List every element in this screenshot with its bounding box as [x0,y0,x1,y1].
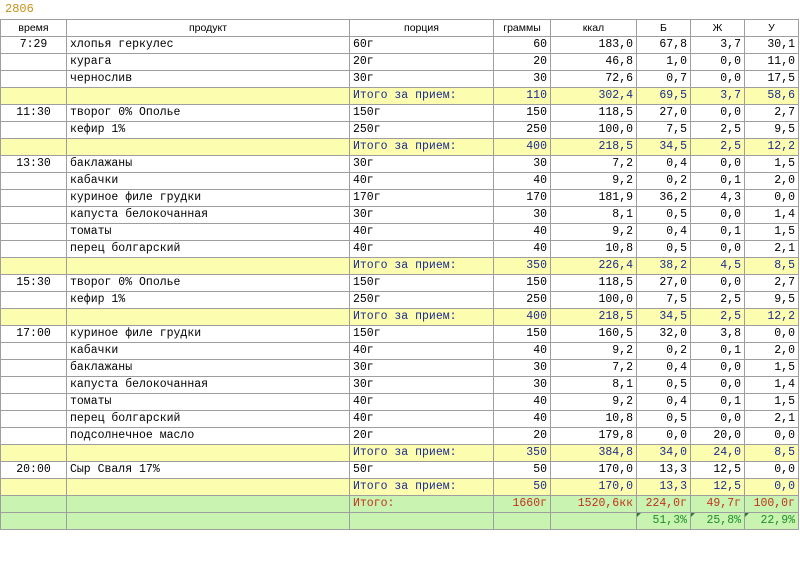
empty-cell[interactable] [67,513,350,530]
grams-cell[interactable]: 350 [494,445,551,462]
product-cell[interactable]: баклажаны [67,156,350,173]
kcal-cell[interactable]: 8,1 [551,377,637,394]
protein-cell[interactable]: 0,5 [637,207,691,224]
food-row [1,275,799,292]
grams-cell[interactable]: 250 [494,292,551,309]
kcal-cell[interactable]: 160,5 [551,326,637,343]
kcal-cell[interactable]: 118,5 [551,105,637,122]
time-cell[interactable] [1,241,67,258]
kcal-cell[interactable]: 384,8 [551,445,637,462]
grams-cell[interactable]: 40 [494,394,551,411]
protein-cell[interactable]: 27,0 [637,275,691,292]
protein-cell[interactable]: 7,5 [637,292,691,309]
food-row [1,71,799,88]
grams-cell[interactable]: 170 [494,190,551,207]
product-cell[interactable]: творог 0% Ополье [67,105,350,122]
empty-cell[interactable] [494,513,551,530]
carb-cell[interactable]: 2,1 [745,411,799,428]
protein-cell[interactable]: 0,4 [637,224,691,241]
product-cell[interactable]: Сыр Сваля 17% [67,462,350,479]
grams-cell[interactable]: 150 [494,275,551,292]
carb-cell[interactable]: 8,5 [745,445,799,462]
grams-cell[interactable]: 20 [494,428,551,445]
empty-cell[interactable] [67,445,350,462]
grams-cell[interactable]: 40 [494,224,551,241]
portion-cell[interactable]: 150г [350,275,494,292]
empty-cell[interactable] [67,258,350,275]
kcal-cell[interactable]: 72,6 [551,71,637,88]
fat-cell[interactable]: 3,8 [691,326,745,343]
fat-cell[interactable]: 12,5 [691,479,745,496]
kcal-cell[interactable]: 46,8 [551,54,637,71]
carb-percent-cell[interactable]: 22,9% [745,513,799,530]
fat-cell[interactable]: 2,5 [691,309,745,326]
kcal-cell[interactable]: 183,0 [551,37,637,54]
portion-cell[interactable]: 30г [350,377,494,394]
kcal-cell[interactable]: 9,2 [551,394,637,411]
column-header[interactable]: порция [350,20,494,37]
total-label[interactable]: Итого: [350,496,494,513]
grams-cell[interactable]: 400 [494,309,551,326]
product-cell[interactable]: капуста белокочанная [67,207,350,224]
protein-cell[interactable]: 67,8 [637,37,691,54]
carb-cell[interactable]: 30,1 [745,37,799,54]
fat-cell[interactable]: 0,0 [691,54,745,71]
fat-cell[interactable]: 0,0 [691,360,745,377]
kcal-cell[interactable]: 170,0 [551,462,637,479]
grams-cell[interactable]: 40 [494,173,551,190]
time-cell[interactable] [1,71,67,88]
portion-cell[interactable]: 40г [350,173,494,190]
subtotal-label[interactable]: Итого за прием: [350,479,494,496]
portion-cell[interactable]: 30г [350,71,494,88]
empty-cell[interactable] [551,513,637,530]
carb-cell[interactable]: 2,1 [745,241,799,258]
protein-cell[interactable]: 27,0 [637,105,691,122]
carb-cell[interactable]: 1,5 [745,360,799,377]
food-row [1,292,799,309]
portion-cell[interactable]: 40г [350,224,494,241]
empty-cell[interactable] [67,88,350,105]
empty-cell[interactable] [350,513,494,530]
time-cell[interactable] [1,54,67,71]
protein-cell[interactable]: 13,3 [637,479,691,496]
empty-cell[interactable] [67,496,350,513]
food-row [1,462,799,479]
fat-cell[interactable]: 0,0 [691,156,745,173]
empty-cell[interactable] [1,479,67,496]
protein-cell[interactable]: 13,3 [637,462,691,479]
grams-cell[interactable]: 40 [494,241,551,258]
product-cell[interactable]: хлопья геркулес [67,37,350,54]
product-cell[interactable]: творог 0% Ополье [67,275,350,292]
time-cell[interactable] [1,377,67,394]
kcal-cell[interactable]: 9,2 [551,224,637,241]
product-cell[interactable]: кефир 1% [67,122,350,139]
empty-cell[interactable] [1,88,67,105]
time-cell[interactable]: 13:30 [1,156,67,173]
kcal-cell[interactable]: 7,2 [551,156,637,173]
time-cell[interactable] [1,428,67,445]
time-cell[interactable] [1,190,67,207]
time-cell[interactable] [1,292,67,309]
protein-cell[interactable]: 224,0г [637,496,691,513]
time-cell[interactable]: 17:00 [1,326,67,343]
portion-cell[interactable]: 150г [350,326,494,343]
carb-cell[interactable]: 100,0г [745,496,799,513]
grams-cell[interactable]: 150 [494,105,551,122]
carb-cell[interactable]: 0,0 [745,428,799,445]
portion-cell[interactable]: 170г [350,190,494,207]
portion-cell[interactable]: 250г [350,292,494,309]
grams-cell[interactable]: 350 [494,258,551,275]
fat-cell[interactable]: 2,5 [691,292,745,309]
food-row [1,156,799,173]
kcal-cell[interactable]: 181,9 [551,190,637,207]
fat-cell[interactable]: 0,0 [691,377,745,394]
fat-percent-cell[interactable]: 25,8% [691,513,745,530]
kcal-cell[interactable]: 9,2 [551,343,637,360]
carb-cell[interactable]: 1,5 [745,156,799,173]
fat-cell[interactable]: 12,5 [691,462,745,479]
grams-cell[interactable]: 20 [494,54,551,71]
kcal-cell[interactable]: 118,5 [551,275,637,292]
grams-cell[interactable]: 60 [494,37,551,54]
kcal-cell[interactable]: 179,8 [551,428,637,445]
meal-subtotal-row [1,445,799,462]
column-header[interactable]: Ж [691,20,745,37]
time-cell[interactable] [1,122,67,139]
protein-cell[interactable]: 0,4 [637,156,691,173]
time-cell[interactable]: 20:00 [1,462,67,479]
food-row [1,428,799,445]
protein-cell[interactable]: 0,4 [637,394,691,411]
food-row [1,54,799,71]
carb-cell[interactable]: 0,0 [745,326,799,343]
portion-cell[interactable]: 50г [350,462,494,479]
carb-cell[interactable]: 58,6 [745,88,799,105]
kcal-cell[interactable]: 8,1 [551,207,637,224]
time-cell[interactable] [1,343,67,360]
product-cell[interactable]: кефир 1% [67,292,350,309]
fat-cell[interactable]: 0,0 [691,71,745,88]
grams-cell[interactable]: 1660г [494,496,551,513]
portion-cell[interactable]: 60г [350,37,494,54]
protein-cell[interactable]: 0,2 [637,173,691,190]
product-cell[interactable]: баклажаны [67,360,350,377]
fat-cell[interactable]: 2,5 [691,139,745,156]
food-row [1,360,799,377]
food-row [1,173,799,190]
grams-cell[interactable]: 30 [494,377,551,394]
time-cell[interactable]: 11:30 [1,105,67,122]
protein-cell[interactable]: 0,0 [637,428,691,445]
protein-cell[interactable]: 34,5 [637,139,691,156]
carb-cell[interactable]: 11,0 [745,54,799,71]
meal-subtotal-row [1,88,799,105]
empty-cell[interactable] [67,139,350,156]
fat-cell[interactable]: 2,5 [691,122,745,139]
product-cell[interactable]: кабачки [67,173,350,190]
protein-cell[interactable]: 36,2 [637,190,691,207]
time-cell[interactable]: 15:30 [1,275,67,292]
protein-cell[interactable]: 0,5 [637,241,691,258]
carb-cell[interactable]: 2,7 [745,275,799,292]
fat-cell[interactable]: 0,0 [691,275,745,292]
carb-cell[interactable]: 0,0 [745,462,799,479]
protein-cell[interactable]: 7,5 [637,122,691,139]
fat-cell[interactable]: 20,0 [691,428,745,445]
carb-cell[interactable]: 12,2 [745,309,799,326]
kcal-cell[interactable]: 100,0 [551,122,637,139]
food-row [1,394,799,411]
carb-cell[interactable]: 8,5 [745,258,799,275]
fat-cell[interactable]: 3,7 [691,88,745,105]
protein-cell[interactable]: 0,4 [637,360,691,377]
protein-cell[interactable]: 0,5 [637,411,691,428]
portion-cell[interactable]: 20г [350,54,494,71]
food-row [1,343,799,360]
title-row [0,0,800,18]
grams-cell[interactable]: 30 [494,207,551,224]
fat-cell[interactable]: 0,0 [691,207,745,224]
protein-cell[interactable]: 1,0 [637,54,691,71]
macro-percent-row [1,513,799,530]
fat-cell[interactable]: 49,7г [691,496,745,513]
fat-cell[interactable]: 0,0 [691,105,745,122]
product-cell[interactable]: томаты [67,394,350,411]
food-row [1,37,799,54]
empty-cell[interactable] [1,445,67,462]
fat-cell[interactable]: 0,1 [691,173,745,190]
product-cell[interactable]: перец болгарский [67,411,350,428]
fat-cell[interactable]: 24,0 [691,445,745,462]
protein-cell[interactable]: 0,5 [637,377,691,394]
grams-cell[interactable]: 400 [494,139,551,156]
meal-subtotal-row [1,309,799,326]
kcal-cell[interactable]: 1520,6кк [551,496,637,513]
product-cell[interactable]: куриное филе грудки [67,190,350,207]
product-cell[interactable]: томаты [67,224,350,241]
food-row [1,241,799,258]
grams-cell[interactable]: 50 [494,462,551,479]
carb-cell[interactable]: 1,5 [745,224,799,241]
fat-cell[interactable]: 0,1 [691,224,745,241]
protein-cell[interactable]: 32,0 [637,326,691,343]
meal-subtotal-row [1,479,799,496]
kcal-cell[interactable]: 10,8 [551,241,637,258]
product-cell[interactable]: курага [67,54,350,71]
fat-cell[interactable]: 3,7 [691,37,745,54]
product-cell[interactable]: капуста белокочанная [67,377,350,394]
product-cell[interactable]: чернослив [67,71,350,88]
time-cell[interactable] [1,360,67,377]
column-header[interactable]: ккал [551,20,637,37]
column-header[interactable]: продукт [67,20,350,37]
empty-cell[interactable] [1,496,67,513]
product-cell[interactable]: куриное филе грудки [67,326,350,343]
carb-cell[interactable]: 2,0 [745,173,799,190]
portion-cell[interactable]: 40г [350,411,494,428]
kcal-cell[interactable]: 302,4 [551,88,637,105]
protein-cell[interactable]: 34,0 [637,445,691,462]
portion-cell[interactable]: 40г [350,394,494,411]
carb-cell[interactable]: 2,7 [745,105,799,122]
fat-cell[interactable]: 0,1 [691,343,745,360]
carb-cell[interactable]: 12,2 [745,139,799,156]
column-header[interactable]: У [745,20,799,37]
fat-cell[interactable]: 0,0 [691,411,745,428]
portion-cell[interactable]: 40г [350,241,494,258]
time-cell[interactable] [1,394,67,411]
kcal-cell[interactable]: 218,5 [551,309,637,326]
protein-cell[interactable]: 69,5 [637,88,691,105]
time-cell[interactable] [1,411,67,428]
kcal-cell[interactable]: 218,5 [551,139,637,156]
food-row [1,326,799,343]
carb-cell[interactable]: 0,0 [745,479,799,496]
grams-cell[interactable]: 110 [494,88,551,105]
protein-cell[interactable]: 0,2 [637,343,691,360]
empty-cell[interactable] [67,479,350,496]
carb-cell[interactable]: 2,0 [745,343,799,360]
product-cell[interactable]: подсолнечное масло [67,428,350,445]
meal-subtotal-row [1,139,799,156]
empty-cell[interactable] [67,309,350,326]
portion-cell[interactable]: 30г [350,156,494,173]
kcal-cell[interactable]: 226,4 [551,258,637,275]
column-header[interactable]: граммы [494,20,551,37]
protein-cell[interactable]: 34,5 [637,309,691,326]
grams-cell[interactable]: 50 [494,479,551,496]
subtotal-label[interactable]: Итого за прием: [350,139,494,156]
portion-cell[interactable]: 20г [350,428,494,445]
fat-cell[interactable]: 4,5 [691,258,745,275]
grams-cell[interactable]: 150 [494,326,551,343]
fat-cell[interactable]: 0,1 [691,394,745,411]
food-row [1,207,799,224]
empty-cell[interactable] [1,513,67,530]
carb-cell[interactable]: 1,4 [745,207,799,224]
carb-cell[interactable]: 17,5 [745,71,799,88]
grams-cell[interactable]: 30 [494,360,551,377]
portion-cell[interactable]: 40г [350,343,494,360]
kcal-cell[interactable]: 170,0 [551,479,637,496]
product-cell[interactable]: перец болгарский [67,241,350,258]
portion-cell[interactable]: 250г [350,122,494,139]
subtotal-label[interactable]: Итого за прием: [350,88,494,105]
carb-cell[interactable]: 1,4 [745,377,799,394]
time-cell[interactable] [1,207,67,224]
protein-cell[interactable]: 0,7 [637,71,691,88]
carb-cell[interactable]: 9,5 [745,122,799,139]
header-row [1,20,799,37]
subtotal-label[interactable]: Итого за прием: [350,258,494,275]
fat-cell[interactable]: 0,0 [691,241,745,258]
time-cell[interactable]: 7:29 [1,37,67,54]
meal-subtotal-row [1,258,799,275]
kcal-cell[interactable]: 7,2 [551,360,637,377]
carb-cell[interactable]: 1,5 [745,394,799,411]
fat-cell[interactable]: 4,3 [691,190,745,207]
day-total-row [1,496,799,513]
portion-cell[interactable]: 30г [350,360,494,377]
food-row [1,377,799,394]
empty-cell[interactable] [1,258,67,275]
column-header[interactable]: время [1,20,67,37]
portion-cell[interactable]: 30г [350,207,494,224]
grams-cell[interactable]: 250 [494,122,551,139]
column-header[interactable]: Б [637,20,691,37]
food-row [1,122,799,139]
food-row [1,224,799,241]
kcal-cell[interactable]: 10,8 [551,411,637,428]
time-cell[interactable] [1,173,67,190]
kcal-cell[interactable]: 9,2 [551,173,637,190]
grams-cell[interactable]: 30 [494,156,551,173]
protein-percent-cell[interactable]: 51,3% [637,513,691,530]
grams-cell[interactable]: 40 [494,411,551,428]
subtotal-label[interactable]: Итого за прием: [350,309,494,326]
kcal-cell[interactable]: 100,0 [551,292,637,309]
portion-cell[interactable]: 150г [350,105,494,122]
food-row [1,190,799,207]
nutrition-table [0,19,799,530]
product-cell[interactable]: кабачки [67,343,350,360]
subtotal-label[interactable]: Итого за прием: [350,445,494,462]
protein-cell[interactable]: 38,2 [637,258,691,275]
time-cell[interactable] [1,224,67,241]
sheet-title-cell[interactable]: 2806 [5,2,34,16]
food-row [1,411,799,428]
food-row [1,105,799,122]
grams-cell[interactable]: 30 [494,71,551,88]
grams-cell[interactable]: 40 [494,343,551,360]
carb-cell[interactable]: 9,5 [745,292,799,309]
empty-cell[interactable] [1,139,67,156]
carb-cell[interactable]: 0,0 [745,190,799,207]
empty-cell[interactable] [1,309,67,326]
